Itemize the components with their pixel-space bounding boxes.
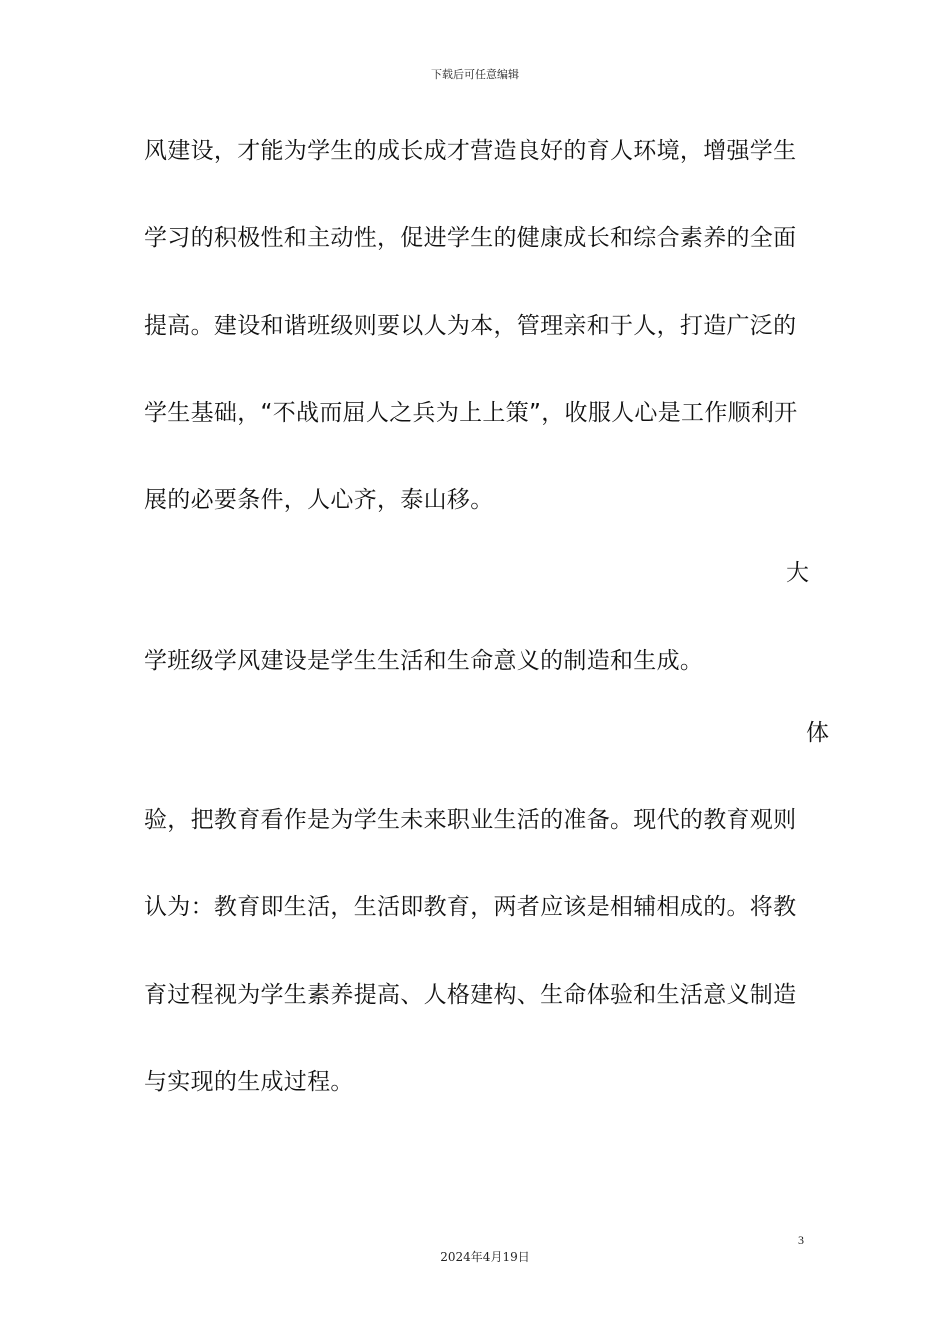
page-date: 2024年4月19日 bbox=[440, 1250, 530, 1264]
page-number: 3 bbox=[798, 1233, 804, 1247]
body-line: 展的必要条件，人心齐，泰山移。 bbox=[144, 487, 494, 513]
body-line: 提高。建设和谐班级则要以人为本，管理亲和于人，打造广泛的 bbox=[144, 313, 797, 339]
body-line: 学生基础，“不战而屈人之兵为上上策”，收服人心是工作顺利开 bbox=[144, 400, 798, 426]
body-line: 与实现的生成过程。 bbox=[144, 1069, 354, 1095]
body-line: 学班级学风建设是学生生活和生命意义的制造和生成。 bbox=[144, 648, 704, 674]
body-line-fragment: 体 bbox=[806, 720, 830, 746]
body-line: 育过程视为学生素养提高、人格建构、生命体验和生活意义制造 bbox=[144, 982, 797, 1008]
body-line: 认为：教育即生活，生活即教育，两者应该是相辅相成的。将教 bbox=[144, 894, 797, 920]
page-header: 下载后可任意编辑 bbox=[431, 68, 519, 81]
body-line: 风建设，才能为学生的成长成才营造良好的育人环境，增强学生 bbox=[144, 138, 797, 164]
body-line-fragment: 大 bbox=[786, 560, 810, 586]
body-line: 学习的积极性和主动性，促进学生的健康成长和综合素养的全面 bbox=[144, 225, 797, 251]
body-line: 验，把教育看作是为学生未来职业生活的准备。现代的教育观则 bbox=[144, 807, 797, 833]
